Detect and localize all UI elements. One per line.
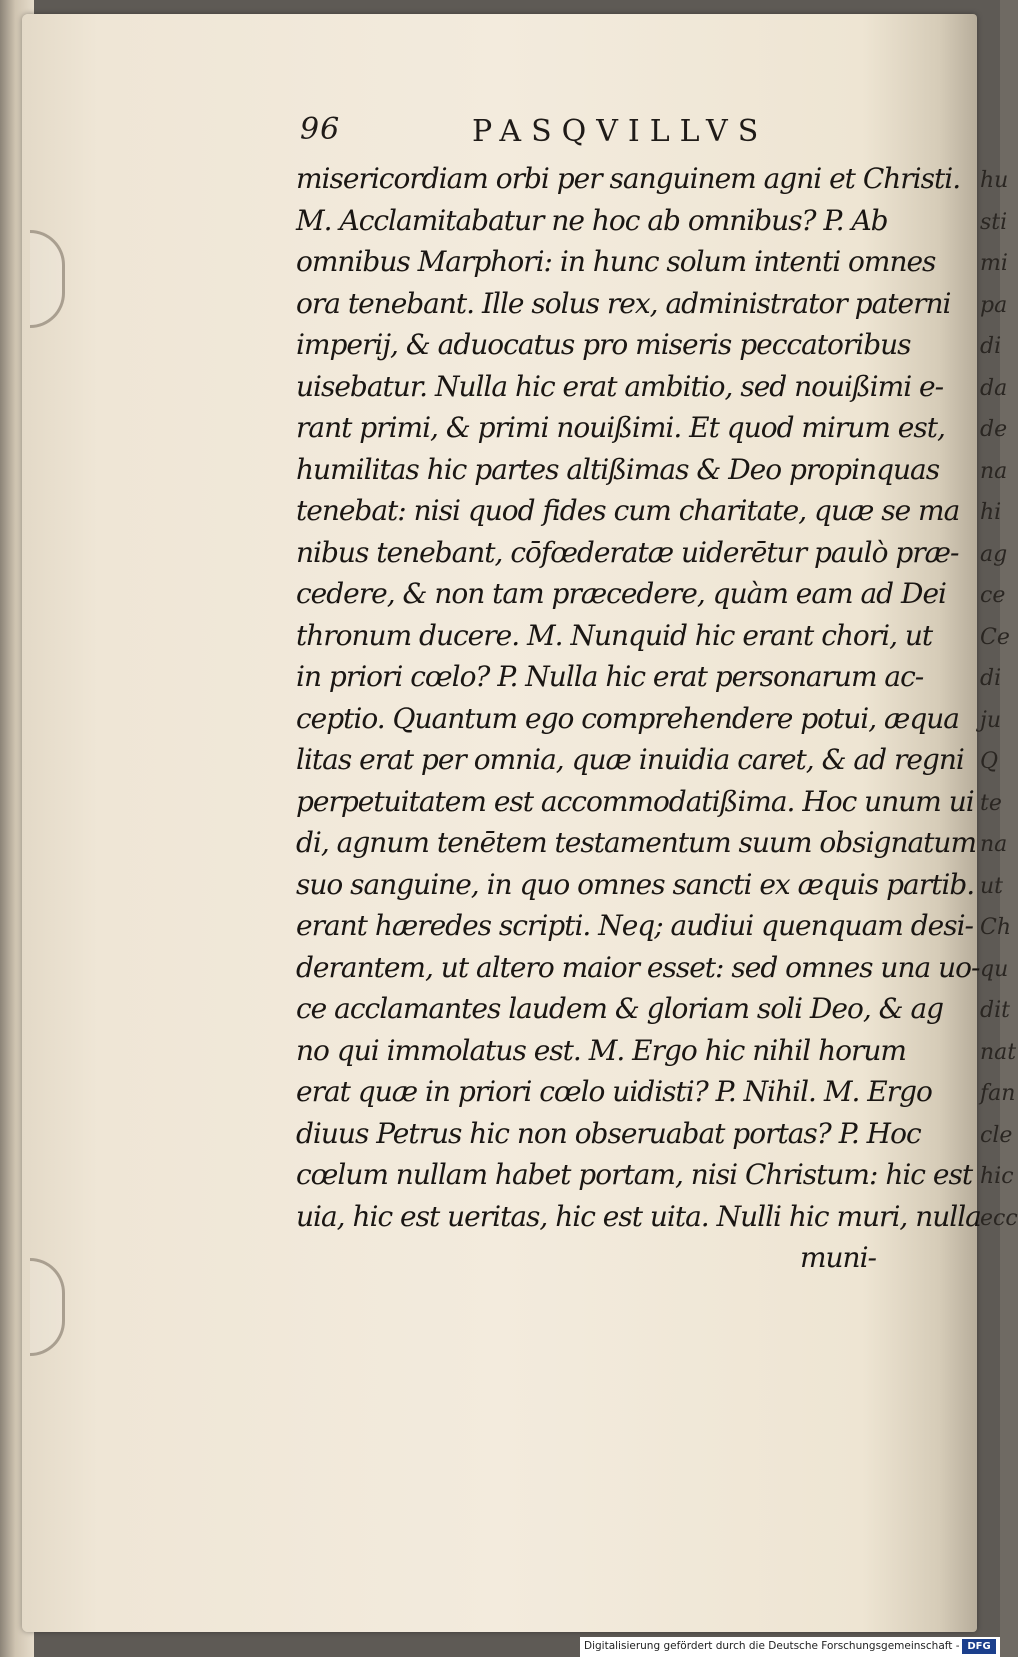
facing-page-fragment: te: [980, 790, 1002, 816]
text-line: muni-: [799, 1241, 876, 1274]
facing-page-fragment: de: [980, 417, 1008, 442]
text-line: di, agnum tenētem testamentum suum obsignatum: [296, 826, 977, 859]
facing-page-fragment: hu: [980, 168, 1009, 193]
facing-page-fragment: na: [980, 458, 1008, 484]
text-line: in priori cœlo? P. Nulla hic erat personarum ac-: [296, 660, 924, 693]
text-line: erant hæredes scripti. Neq; audiui quenquam desi-: [296, 909, 973, 942]
page-number: 96: [300, 112, 341, 147]
text-line: thronum ducere. M. Nunquid hic erant chori, ut: [296, 618, 933, 652]
text-line: erat quæ in priori cœlo uidisti? P. Nihil. M. Ergo: [296, 1075, 932, 1108]
text-line: litas erat per omnia, quæ inuidia caret, & ad regni: [296, 743, 964, 776]
facing-page-fragment: ag: [980, 541, 1008, 567]
facing-page-fragment: fan: [980, 1081, 1016, 1106]
text-line: suo sanguine, in quo omnes sancti ex æquis partib.: [296, 867, 975, 901]
text-line: M. Acclamitabatur ne hoc ab omnibus? P. Ab: [296, 203, 888, 237]
text-line: uisebatur. Nulla hic erat ambitio, sed nouißimi e-: [296, 369, 944, 403]
text-line: cedere, & non tam præcedere, quàm eam ad Dei: [296, 577, 946, 610]
body-text: [296, 158, 981, 1279]
text-line: derantem, ut altero maior esset: sed omnes una uo-: [296, 950, 980, 984]
text-line: tenebat: nisi quod fides cum charitate, quæ se ma: [296, 494, 960, 527]
facing-page-fragment: ju: [980, 707, 1001, 733]
facing-page-fragment: qu: [980, 956, 1009, 982]
facing-page-fragment: sti: [980, 209, 1008, 235]
text-line: cœlum nullam habet portam, nisi Christum: hic est: [296, 1158, 973, 1191]
text-line: omnibus Marphori: in hunc solum intenti omnes: [296, 245, 936, 278]
text-line: misericordiam orbi per sanguinem agni et Christi.: [296, 162, 961, 195]
facing-page-fragment: Q: [980, 749, 999, 774]
digitization-footer: [580, 1637, 1000, 1657]
facing-page-fragment: mi: [980, 251, 1008, 276]
text-line: ceptio. Quantum ego comprehendere potui, æqua: [296, 701, 959, 735]
facing-page-fragment: ut: [980, 873, 1004, 899]
facing-page-fragment: di: [980, 334, 1002, 359]
facing-page-fragment: ecc: [980, 1205, 1018, 1231]
running-title: PASQVILLVS: [472, 114, 769, 149]
text-line: ce acclamantes laudem & gloriam soli Deo, & ag: [296, 992, 944, 1025]
facing-page-fragment: Ce: [980, 624, 1010, 650]
facing-page-fragment: hi: [980, 500, 1002, 525]
text-line: diuus Petrus hic non obseruabat portas? P. Hoc: [296, 1116, 921, 1150]
text-line: rant primi, & primi nouißimi. Et quod mirum est,: [296, 411, 945, 444]
facing-page-fragment: di: [980, 666, 1002, 691]
text-line: uia, hic est ueritas, hic est uita. Nulli hic muri, nulla: [296, 1199, 981, 1233]
text-line: ora tenebant. Ille solus rex, administrator paterni: [296, 286, 951, 320]
facing-page-fragment: hic: [980, 1164, 1014, 1189]
footer-credit: Digitalisierung gefördert durch die Deutsche Forschungsgemeinschaft -: [584, 1640, 960, 1652]
facing-page-fragment: ce: [980, 583, 1006, 608]
facing-page-fragment: da: [980, 375, 1008, 401]
facing-page-edge: [980, 160, 1018, 1310]
dfg-logo: DFG: [962, 1639, 996, 1654]
facing-page-fragment: Ch: [980, 915, 1012, 940]
facing-page-fragment: cle: [980, 1122, 1013, 1148]
facing-page-fragment: dit: [980, 998, 1010, 1023]
text-line: nibus tenebant, cōfœderatæ uiderētur paulò præ-: [296, 535, 959, 569]
facing-page-fragment: na: [980, 832, 1008, 857]
facing-page-fragment: nat: [980, 1039, 1017, 1065]
text-line: imperij, & aduocatus pro miseris peccatoribus: [296, 328, 911, 361]
text-line: humilitas hic partes altißimas & Deo propinquas: [296, 452, 940, 486]
text-line: perpetuitatem est accommodatißima. Hoc unum ui: [296, 784, 974, 818]
text-line: no qui immolatus est. M. Ergo hic nihil horum: [296, 1033, 906, 1067]
facing-page-fragment: pa: [980, 292, 1008, 318]
page-header: [300, 112, 885, 160]
